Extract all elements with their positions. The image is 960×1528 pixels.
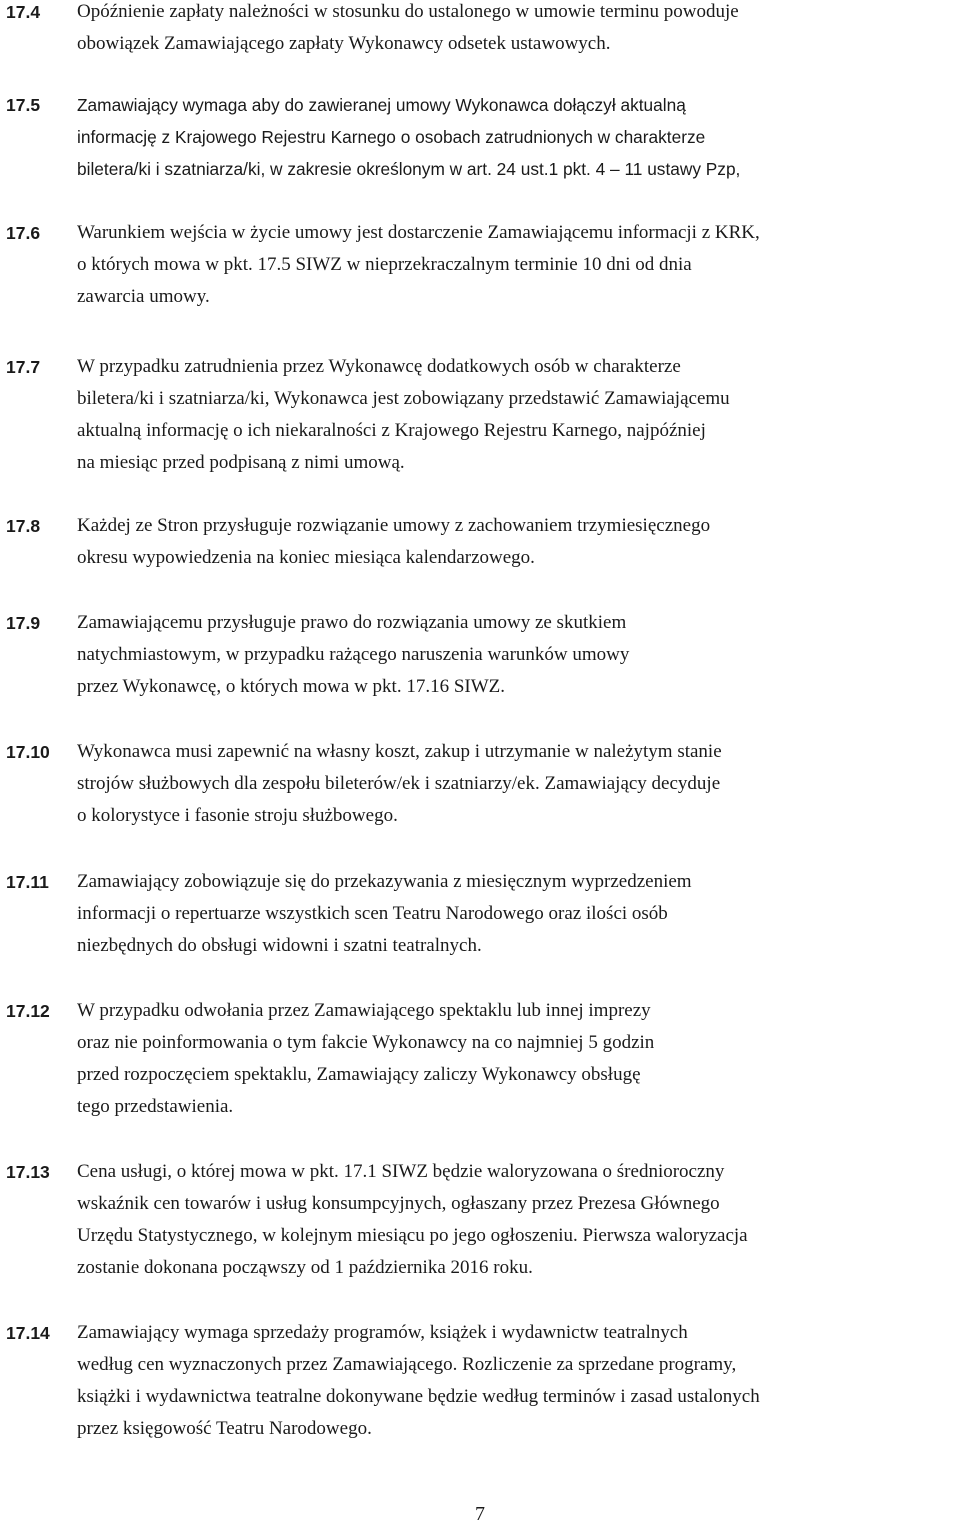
text-line: W przypadku zatrudnienia przez Wykonawcę dodatkowych osób w charakterze bbox=[77, 356, 681, 377]
section-number: 17.10 bbox=[6, 742, 50, 762]
text-line: przez Wykonawcę, o których mowa w pkt. 17.16 SIWZ. bbox=[77, 676, 506, 697]
section-number: 17.9 bbox=[6, 613, 41, 633]
text-line: książki i wydawnictwa teatralne dokonywane będzie według terminów i zasad ustalonych bbox=[77, 1386, 760, 1407]
text-line: W przypadku odwołania przez Zamawiającego spektaklu lub innej imprezy bbox=[77, 1000, 651, 1021]
text-line: o kolorystyce i fasonie stroju służbowego. bbox=[77, 805, 398, 826]
text-line: tego przedstawienia. bbox=[77, 1096, 234, 1117]
text-line: Zamawiający wymaga sprzedaży programów, książek i wydawnictw teatralnych bbox=[77, 1322, 688, 1343]
text-line: Opóźnienie zapłaty należności w stosunku do ustalonego w umowie terminu powoduje bbox=[77, 1, 739, 22]
text-line: zawarcia umowy. bbox=[77, 286, 210, 307]
text-line: zostanie dokonana począwszy od 1 października 2016 roku. bbox=[77, 1257, 533, 1278]
section-number: 17.8 bbox=[6, 516, 41, 536]
text-line: przez księgowość Teatru Narodowego. bbox=[77, 1418, 372, 1439]
section-number: 17.13 bbox=[6, 1162, 50, 1182]
text-line: Każdej ze Stron przysługuje rozwiązanie umowy z zachowaniem trzymiesięcznego bbox=[77, 515, 711, 536]
text-line: informacji o repertuarze wszystkich scen Teatru Narodowego oraz ilości osób bbox=[77, 903, 668, 924]
section-number: 17.11 bbox=[6, 872, 49, 892]
text-line: Wykonawca musi zapewnić na własny koszt, zakup i utrzymanie w należytym stanie bbox=[77, 741, 722, 762]
text-line: o których mowa w pkt. 17.5 SIWZ w nieprzekraczalnym terminie 10 dni od dnia bbox=[77, 254, 692, 275]
text-line: na miesiąc przed podpisaną z nimi umową. bbox=[77, 452, 405, 473]
text-line: Zamawiający wymaga aby do zawieranej umowy Wykonawca dołączył aktualną bbox=[77, 95, 686, 115]
section-number: 17.14 bbox=[6, 1323, 50, 1343]
text-line: oraz nie poinformowania o tym fakcie Wykonawcy na co najmniej 5 godzin bbox=[77, 1032, 655, 1053]
text-line: Warunkiem wejścia w życie umowy jest dostarczenie Zamawiającemu informacji z KRK, bbox=[77, 222, 760, 243]
page-number: 7 bbox=[475, 1503, 485, 1525]
section-number: 17.5 bbox=[6, 95, 41, 115]
text-line: Cena usługi, o której mowa w pkt. 17.1 SIWZ będzie waloryzowana o średnioroczny bbox=[77, 1161, 725, 1182]
text-line: obowiązek Zamawiającego zapłaty Wykonawcy odsetek ustawowych. bbox=[77, 33, 611, 54]
text-line: według cen wyznaczonych przez Zamawiającego. Rozliczenie za sprzedane programy, bbox=[77, 1354, 737, 1375]
text-line: przed rozpoczęciem spektaklu, Zamawiający zaliczy Wykonawcy obsługę bbox=[77, 1064, 641, 1085]
text-line: biletera/ki i szatniarza/ki, w zakresie określonym w art. 24 ust.1 pkt. 4 – 11 ustawy Pzp, bbox=[77, 159, 741, 179]
section-number: 17.6 bbox=[6, 223, 41, 243]
text-line: Zamawiający zobowiązuje się do przekazywania z miesięcznym wyprzedzeniem bbox=[77, 871, 692, 892]
text-line: Zamawiającemu przysługuje prawo do rozwiązania umowy ze skutkiem bbox=[77, 612, 627, 633]
section-number: 17.4 bbox=[6, 2, 41, 22]
text-line: wskaźnik cen towarów i usług konsumpcyjnych, ogłaszany przez Prezesa Głównego bbox=[77, 1193, 720, 1214]
section-number: 17.12 bbox=[6, 1001, 50, 1021]
text-line: Urzędu Statystycznego, w kolejnym miesiącu po jego ogłoszeniu. Pierwsza waloryzacja bbox=[77, 1225, 748, 1246]
text-line: natychmiastowym, w przypadku rażącego naruszenia warunków umowy bbox=[77, 644, 630, 665]
text-line: okresu wypowiedzenia na koniec miesiąca kalendarzowego. bbox=[77, 547, 535, 568]
text-line: aktualną informację o ich niekaralności z Krajowego Rejestru Karnego, najpóźniej bbox=[77, 420, 706, 441]
text-line: strojów służbowych dla zespołu bileterów/ek i szatniarzy/ek. Zamawiający decyduje bbox=[77, 773, 721, 794]
text-line: informację z Krajowego Rejestru Karnego o osobach zatrudnionych w charakterze bbox=[77, 127, 706, 147]
text-line: niezbędnych do obsługi widowni i szatni teatralnych. bbox=[77, 935, 482, 956]
text-line: biletera/ki i szatniarza/ki, Wykonawca jest zobowiązany przedstawić Zamawiającemu bbox=[77, 388, 730, 409]
section-number: 17.7 bbox=[6, 357, 41, 377]
